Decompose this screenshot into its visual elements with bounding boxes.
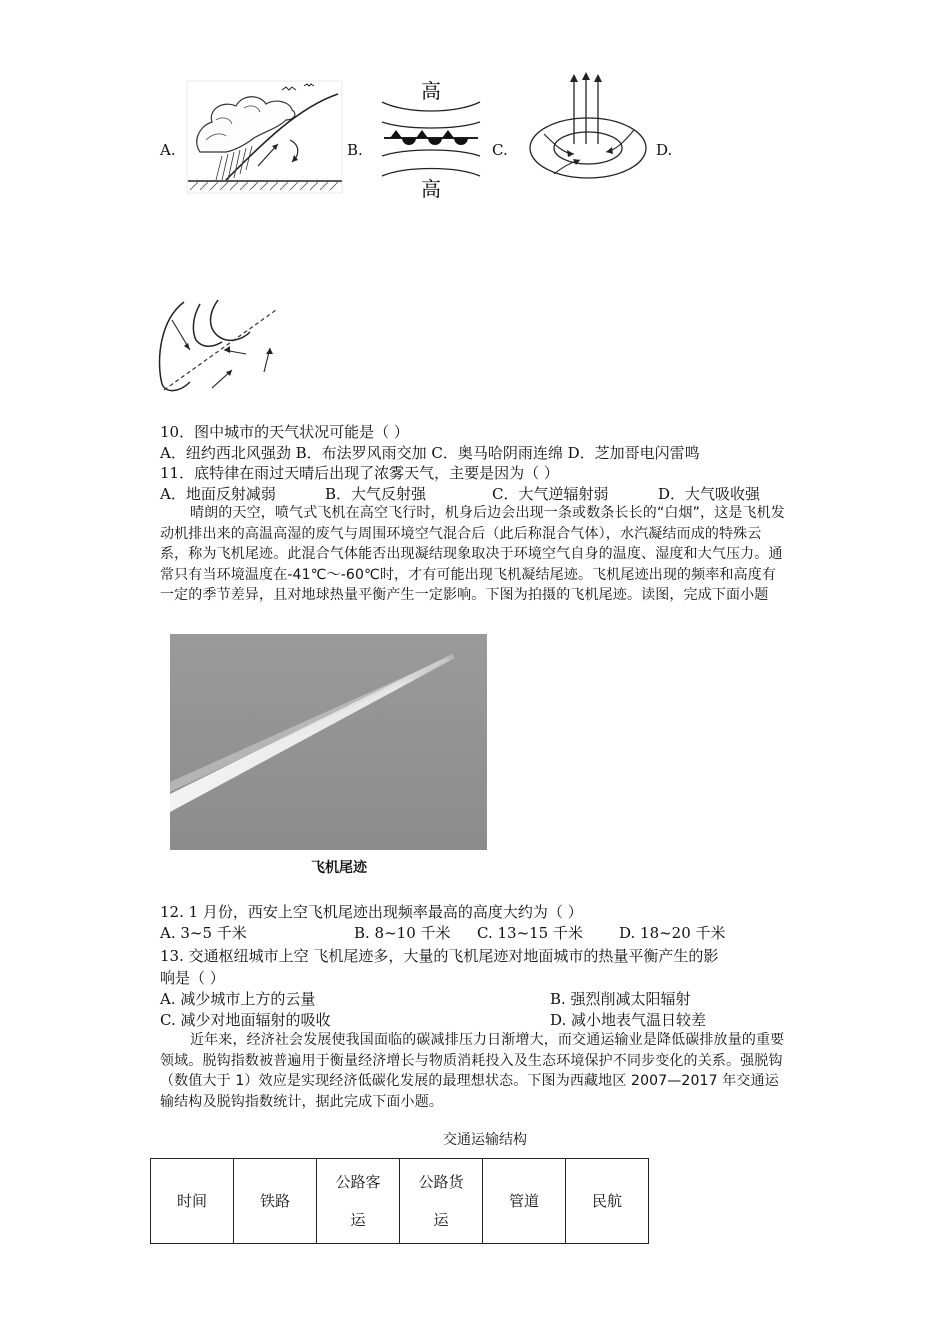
q12-stem: 12. 1 月份，西安上空飞机尾迹出现频率最高的高度大约为（ ） xyxy=(160,903,583,921)
figure-c-low-pressure-diagram xyxy=(524,70,656,188)
q11-option-c: C．大气逆辐射弱 xyxy=(492,485,609,503)
q11-stem: 11．底特律在雨过天晴后出现了浓雾天气，主要是因为（ ） xyxy=(160,464,559,482)
option-d-label: D. xyxy=(656,141,673,159)
q10-options: A．纽约西北风强劲 B．布法罗风雨交加 C．奥马哈阴雨连绵 D．芝加哥电闪雷鸣 xyxy=(160,444,700,462)
q13-option-b: B. 强烈削减太阳辐射 xyxy=(550,990,691,1008)
q12-option-a: A. 3~5 千米 xyxy=(160,924,247,942)
q13-stem-line1: 13. 交通枢纽城市上空 飞机尾迹多，大量的飞机尾迹对地面城市的热量平衡产生的影 xyxy=(160,947,719,965)
q13-option-c: C. 减少对地面辐射的吸收 xyxy=(160,1011,331,1029)
q10-stem: 10．图中城市的天气状况可能是（ ） xyxy=(160,423,409,441)
option-b-label: B. xyxy=(347,141,363,159)
table-header-cell: 铁路 xyxy=(234,1159,317,1244)
high-pressure-label-top: 高 xyxy=(421,79,441,103)
q13-stem-line2: 响是（ ） xyxy=(160,969,225,987)
q12-option-b: B. 8~10 千米 xyxy=(354,924,451,942)
contrail-passage-text: 晴朗的天空，喷气式飞机在高空飞行时，机身后边会出现一条或数条长长的“白烟”，这是飞机发动机排出来的高温高湿的废气与周围环境空气混合后（此后称混合气体），水汽凝结而成的特殊云系，称为飞机尾迹。此混合气体能否出现凝结现象取决于环境空气自身的温度、湿度和大气压力。通常只有当环境温度在-41℃～-60℃时，才有可能出现飞机凝结尾迹。飞机尾迹出现的频率和高度有一定的季节差异，且对地球热量平衡产生一定影响。下图为拍摄的飞机尾迹。读图，完成下面小题 xyxy=(160,505,785,603)
table-header-row xyxy=(151,1159,649,1244)
figure-b-stationary-front-diagram xyxy=(376,76,486,204)
contrail-photo xyxy=(170,634,487,850)
transport-structure-table xyxy=(150,1158,649,1244)
table-title: 交通运输结构 xyxy=(443,1132,527,1148)
table-header-cell: 时间 xyxy=(151,1159,234,1244)
table-header-cell: 公路客 运 xyxy=(317,1159,400,1244)
figure-d-cyclone-diagram xyxy=(156,296,282,396)
q12-option-c: C. 13~15 千米 xyxy=(477,924,583,942)
q13-option-a: A. 减少城市上方的云量 xyxy=(160,990,316,1008)
q11-option-d: D．大气吸收强 xyxy=(658,485,761,503)
option-a-label: A. xyxy=(160,141,176,159)
high-pressure-label-bottom: 高 xyxy=(421,177,441,201)
contrail-photo-caption: 飞机尾迹 xyxy=(311,860,367,876)
q11-option-a: A．地面反射减弱 xyxy=(160,485,276,503)
table-header-cell: 管道 xyxy=(483,1159,566,1244)
decoupling-passage-text: 近年来，经济社会发展使我国面临的碳减排压力日渐增大，而交通运输业是降低碳排放量的重要领域。脱钩指数被普遍用于衡量经济增长与物质消耗投入及生态环境保护不同步变化的关系。强脱钩（数值大于 1）效应是实现经济低碳化发展的最理想状态。下图为西藏地区 2007—2017 年交通运输结构及脱钩指数统计，据此完成下面小题。 xyxy=(160,1032,785,1110)
decoupling-passage xyxy=(160,1030,785,1112)
table-header-cell: 公路货 运 xyxy=(400,1159,483,1244)
q12-option-d: D. 18~20 千米 xyxy=(619,924,726,942)
figure-a-warm-front-diagram xyxy=(186,80,346,198)
contrail-passage xyxy=(160,503,785,606)
table-header-cell: 民航 xyxy=(566,1159,649,1244)
q11-option-b: B．大气反射强 xyxy=(325,485,427,503)
contrail-trail-graphic xyxy=(170,634,487,850)
option-c-label: C. xyxy=(492,141,508,159)
q13-option-d: D. 减小地表气温日较差 xyxy=(550,1011,707,1029)
